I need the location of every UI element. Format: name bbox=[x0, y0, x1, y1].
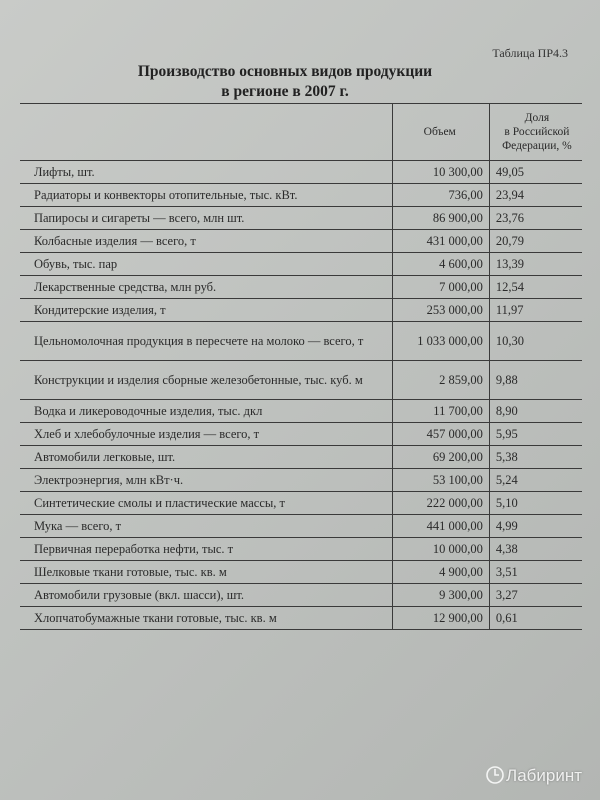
table-label: Таблица ПР4.3 bbox=[492, 46, 568, 60]
production-table bbox=[20, 103, 582, 630]
row-share: 11,97 bbox=[489, 299, 582, 322]
table-row bbox=[20, 276, 582, 299]
row-share: 12,54 bbox=[489, 276, 582, 299]
row-name: Шелковые ткани готовые, тыс. кв. м bbox=[20, 561, 392, 584]
row-volume: 2 859,00 bbox=[392, 361, 489, 400]
row-name: Синтетические смолы и пластические массы, т bbox=[20, 492, 392, 515]
row-volume: 4 600,00 bbox=[392, 253, 489, 276]
table-row bbox=[20, 538, 582, 561]
table-header-row bbox=[20, 104, 582, 161]
row-name: Цельномолочная продукция в пересчете на молоко — всего, т bbox=[20, 322, 392, 361]
watermark-text: Лабиринт bbox=[506, 766, 582, 785]
row-share: 4,99 bbox=[489, 515, 582, 538]
row-share: 10,30 bbox=[489, 322, 582, 361]
row-volume: 11 700,00 bbox=[392, 400, 489, 423]
row-name: Хлопчатобумажные ткани готовые, тыс. кв. м bbox=[20, 607, 392, 630]
labyrinth-logo-icon bbox=[486, 766, 504, 784]
row-share: 5,95 bbox=[489, 423, 582, 446]
table-row bbox=[20, 446, 582, 469]
row-volume: 431 000,00 bbox=[392, 230, 489, 253]
row-share: 3,27 bbox=[489, 584, 582, 607]
row-share: 8,90 bbox=[489, 400, 582, 423]
row-volume: 53 100,00 bbox=[392, 469, 489, 492]
row-volume: 86 900,00 bbox=[392, 207, 489, 230]
row-volume: 12 900,00 bbox=[392, 607, 489, 630]
row-name: Папиросы и сигареты — всего, млн шт. bbox=[20, 207, 392, 230]
header-share-line-3: Федерации, % bbox=[502, 140, 572, 152]
title-line-1: Производство основных видов продукции bbox=[137, 63, 433, 80]
row-name: Водка и ликероводочные изделия, тыс. дкл bbox=[20, 400, 392, 423]
row-share: 23,76 bbox=[489, 207, 582, 230]
row-name: Колбасные изделия — всего, т bbox=[20, 230, 392, 253]
row-name: Автомобили легковые, шт. bbox=[20, 446, 392, 469]
table-row bbox=[20, 253, 582, 276]
watermark bbox=[486, 766, 582, 786]
table-row bbox=[20, 361, 582, 400]
row-name: Кондитерские изделия, т bbox=[20, 299, 392, 322]
table-row bbox=[20, 230, 582, 253]
table-row bbox=[20, 492, 582, 515]
table-row bbox=[20, 322, 582, 361]
row-share: 4,38 bbox=[489, 538, 582, 561]
title-line-2: в регионе в 2007 г. bbox=[221, 83, 349, 100]
table-row bbox=[20, 184, 582, 207]
table-row bbox=[20, 584, 582, 607]
header-share-line-1: Доля bbox=[524, 112, 550, 124]
table-row bbox=[20, 161, 582, 184]
table-row bbox=[20, 299, 582, 322]
row-name: Первичная переработка нефти, тыс. т bbox=[20, 538, 392, 561]
header-share bbox=[489, 104, 582, 161]
table-row bbox=[20, 561, 582, 584]
row-share: 5,24 bbox=[489, 469, 582, 492]
row-share: 49,05 bbox=[489, 161, 582, 184]
row-volume: 10 000,00 bbox=[392, 538, 489, 561]
row-volume: 736,00 bbox=[392, 184, 489, 207]
row-volume: 1 033 000,00 bbox=[392, 322, 489, 361]
row-name: Конструкции и изделия сборные железобетонные, тыс. куб. м bbox=[20, 361, 392, 400]
header-volume: Объем bbox=[392, 104, 489, 161]
table-row bbox=[20, 515, 582, 538]
row-share: 5,10 bbox=[489, 492, 582, 515]
row-name: Хлеб и хлебобулочные изделия — всего, т bbox=[20, 423, 392, 446]
header-name bbox=[20, 104, 392, 161]
row-volume: 69 200,00 bbox=[392, 446, 489, 469]
row-share: 9,88 bbox=[489, 361, 582, 400]
row-name: Мука — всего, т bbox=[20, 515, 392, 538]
row-share: 20,79 bbox=[489, 230, 582, 253]
table-row bbox=[20, 423, 582, 446]
row-volume: 4 900,00 bbox=[392, 561, 489, 584]
header-share-line-2: в Российской bbox=[504, 126, 570, 138]
table-row bbox=[20, 607, 582, 630]
row-volume: 9 300,00 bbox=[392, 584, 489, 607]
row-name: Радиаторы и конвекторы отопительные, тыс. кВт. bbox=[20, 184, 392, 207]
row-volume: 253 000,00 bbox=[392, 299, 489, 322]
table-row bbox=[20, 207, 582, 230]
row-volume: 457 000,00 bbox=[392, 423, 489, 446]
row-share: 5,38 bbox=[489, 446, 582, 469]
row-share: 3,51 bbox=[489, 561, 582, 584]
row-share: 13,39 bbox=[489, 253, 582, 276]
row-volume: 10 300,00 bbox=[392, 161, 489, 184]
table-row bbox=[20, 469, 582, 492]
row-name: Лекарственные средства, млн руб. bbox=[20, 276, 392, 299]
table-row bbox=[20, 400, 582, 423]
row-share: 0,61 bbox=[489, 607, 582, 630]
row-name: Обувь, тыс. пар bbox=[20, 253, 392, 276]
row-name: Электроэнергия, млн кВт·ч. bbox=[20, 469, 392, 492]
row-volume: 7 000,00 bbox=[392, 276, 489, 299]
row-volume: 222 000,00 bbox=[392, 492, 489, 515]
row-name: Лифты, шт. bbox=[20, 161, 392, 184]
table-title bbox=[130, 62, 440, 102]
row-name: Автомобили грузовые (вкл. шасси), шт. bbox=[20, 584, 392, 607]
row-share: 23,94 bbox=[489, 184, 582, 207]
row-volume: 441 000,00 bbox=[392, 515, 489, 538]
